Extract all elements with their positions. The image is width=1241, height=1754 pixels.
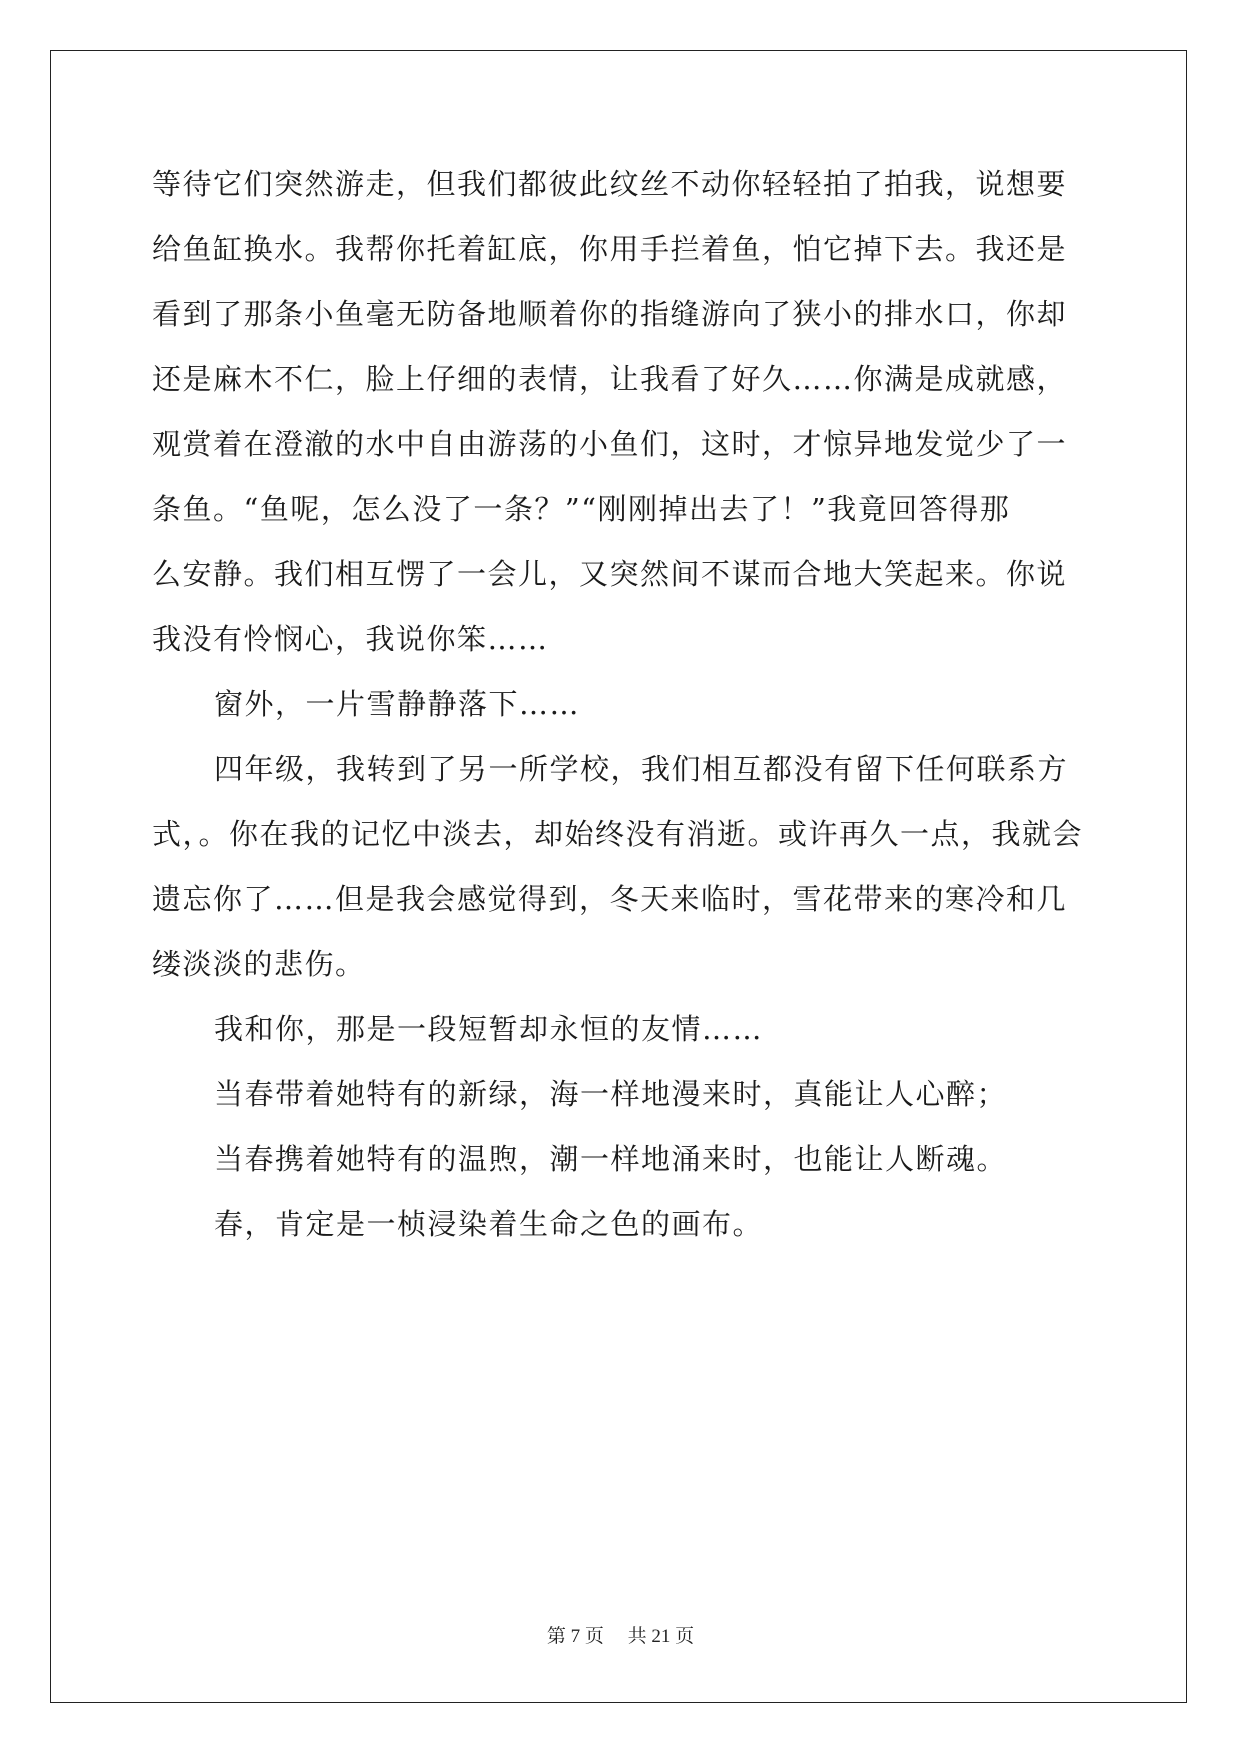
text-line: 式，。你在我的记忆中淡去，却始终没有消逝。或许再久一点，我就会 <box>152 817 1084 851</box>
page-number-footer: 第 7 页 共 21 页 <box>546 1626 695 1647</box>
text-line: 看到了那条小鱼毫无防备地顺着你的指缝游向了狭小的排水口，你却 <box>152 297 1068 331</box>
text-line: 窗外，一片雪静静落下…… <box>214 687 581 721</box>
text-line: 条鱼。“鱼呢，怎么没了一条？”“刚刚掉出去了！”我竟回答得那 <box>152 492 1011 526</box>
text-line: 四年级，我转到了另一所学校，我们相互都没有留下任何联系方 <box>214 752 1069 786</box>
text-line: 春，肯定是一桢浸染着生命之色的画布。 <box>214 1207 764 1241</box>
text-line: 当春携着她特有的温煦，潮一样地涌来时，也能让人断魂。 <box>214 1142 1008 1176</box>
text-line: 还是麻木不仁，脸上仔细的表情，让我看了好久……你满是成就感， <box>152 362 1068 396</box>
text-line: 缕淡淡的悲伤。 <box>152 947 366 981</box>
document-body <box>152 162 1092 1267</box>
text-line: 等待它们突然游走，但我们都彼此纹丝不动你轻轻拍了拍我，说想要 <box>152 167 1068 201</box>
text-line: 么安静。我们相互愣了一会儿，又突然间不谋而合地大笑起来。你说 <box>152 557 1068 591</box>
text-line: 当春带着她特有的新绿，海一样地漫来时，真能让人心醉； <box>214 1077 1008 1111</box>
text-line: 给鱼缸换水。我帮你托着缸底，你用手拦着鱼，怕它掉下去。我还是 <box>152 232 1068 266</box>
text-line: 观赏着在澄澈的水中自由游荡的小鱼们，这时，才惊异地发觉少了一 <box>152 427 1068 461</box>
text-line: 遗忘你了……但是我会感觉得到，冬天来临时，雪花带来的寒冷和几 <box>152 882 1068 916</box>
text-line: 我没有怜悯心，我说你笨…… <box>152 622 549 656</box>
text-line: 我和你，那是一段短暂却永恒的友情…… <box>214 1012 764 1046</box>
